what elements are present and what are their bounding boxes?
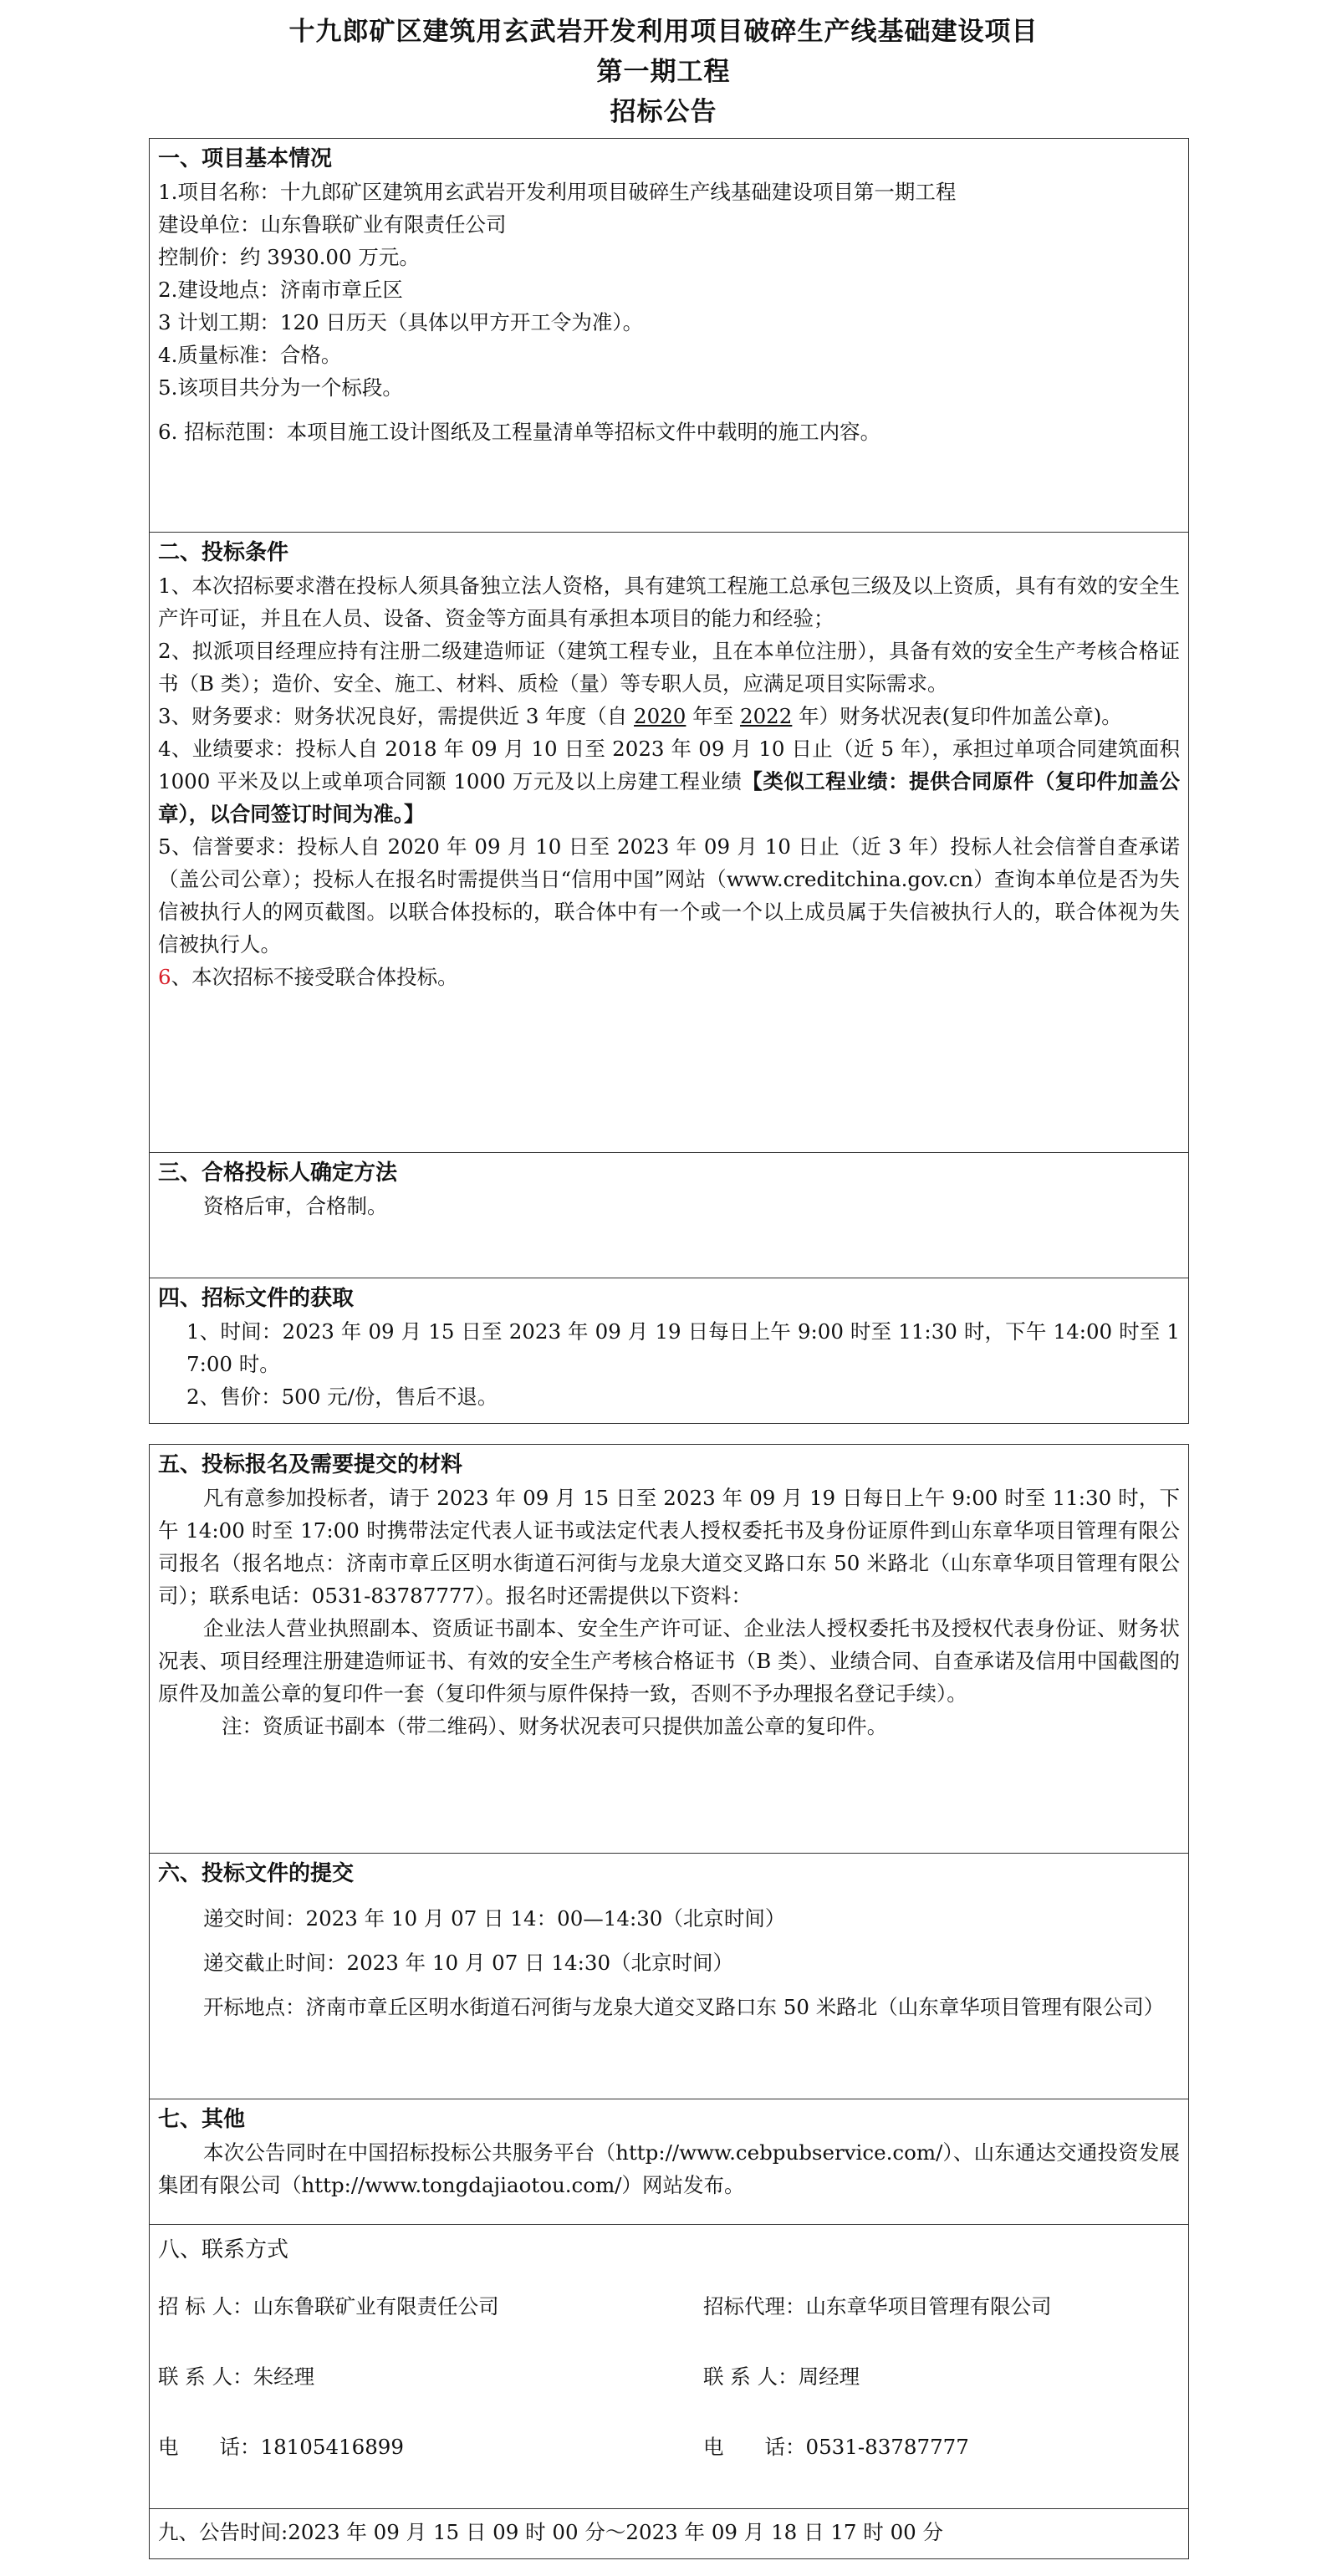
contact-row-organizations	[158, 2290, 1180, 2324]
tenderer-contact: 联 系 人：朱经理	[158, 2364, 315, 2389]
condition-financial: 3、财务要求：财务状况良好，需提供近 3 年度（自 2020 年至 2022 年）财务状况表(复印件加盖公章)。	[158, 704, 1122, 728]
section-heading: 二、投标条件	[158, 540, 289, 565]
document-price: 2、售价：500 元/份，售后不退。	[186, 1385, 498, 1409]
registration-note: 注：资质证书副本（带二维码）、财务状况表可只提供加盖公章的复印件。	[222, 1714, 888, 1738]
section-heading: 四、招标文件的获取	[158, 1286, 355, 1311]
lots: 5.该项目共分为一个标段。	[158, 375, 403, 400]
condition-consortium: 6、本次招标不接受联合体投标。	[158, 965, 458, 989]
section-contact	[150, 2224, 1188, 2508]
section-heading: 八、联系方式	[158, 2237, 289, 2262]
section-heading: 六、投标文件的提交	[158, 1861, 355, 1886]
agent-phone: 电 话：0531-83787777	[703, 2435, 969, 2459]
announcement-period: 九、公告时间:2023 年 09 月 15 日 09 时 00 分～2023 年 09 月 18 日 17 时 00 分	[158, 2520, 944, 2544]
tenderer-phone: 电 话：18105416899	[158, 2435, 404, 2459]
registration-materials: 企业法人营业执照副本、资质证书副本、安全生产许可证、企业法人授权委托书及授权代表身份证、财务状况表、项目经理注册建造师证书、有效的安全生产考核合格证书（B 类）、业绩合同、自查承诺及信用中国截图的原件及加盖公章的复印件一套（复印件须与原件保持一致，否则不予办理报名登记手续）。	[158, 1616, 1180, 1706]
document-title	[0, 12, 1327, 132]
construction-place: 2.建设地点：济南市章丘区	[158, 278, 403, 302]
section-heading: 五、投标报名及需要提交的材料	[158, 1452, 463, 1477]
title-line-1: 十九郎矿区建筑用玄武岩开发利用项目破碎生产线基础建设项目	[288, 17, 1039, 47]
tender-agent: 招标代理：山东章华项目管理有限公司	[703, 2294, 1052, 2318]
tender-scope: 6. 招标范围：本项目施工设计图纸及工程量清单等招标文件中载明的施工内容。	[158, 420, 881, 444]
section-qualified-bidder	[150, 1152, 1188, 1278]
condition-project-manager: 2、拟派项目经理应持有注册二级建造师证（建筑工程专业，且在本单位注册），具备有效的安全生产考核合格证书（B 类）；造价、安全、施工、材料、质检（量）等专职人员，应满足项目实际需求。	[158, 639, 1180, 696]
section-document-acquisition	[150, 1278, 1188, 1423]
control-price: 控制价：约 3930.00 万元。	[158, 245, 420, 269]
construction-period: 3 计划工期：120 日历天（具体以甲方开工令为准）。	[158, 310, 644, 334]
announcement-box-lower	[149, 1444, 1189, 2559]
project-name: 1.项目名称：十九郎矿区建筑用玄武岩开发利用项目破碎生产线基础建设项目第一期工程	[158, 180, 957, 204]
submission-time: 递交时间：2023 年 10 月 07 日 14：00—14:30（北京时间）	[203, 1906, 786, 1931]
bid-opening-location: 开标地点：济南市章丘区明水街道石河街与龙泉大道交叉路口东 50 米路北（山东章华项目管理有限公司）	[203, 1995, 1165, 2019]
tenderer: 招 标 人：山东鲁联矿业有限责任公司	[158, 2294, 499, 2318]
condition-credit: 5、信誉要求：投标人自 2020 年 09 月 10 日至 2023 年 09 月 10 日止（近 3 年）投标人社会信誉自查承诺（盖公司公章）；投标人在报名时需提供当日“信用中国”网站（www.creditchina.gov.cn）查询本单位是否为失信被执行人的网页截图。以联合体投标的，联合体中有一个或一个以上成员属于失信被执行人的，联合体视为失信被执行人。	[158, 834, 1180, 956]
announcement-box-upper	[149, 138, 1189, 1424]
publication-notice: 本次公告同时在中国招标投标公共服务平台（http://www.cebpubservice.com/）、山东通达交通投资发展集团有限公司（http://www.tongdajiaotou.com/）网站发布。	[158, 2140, 1180, 2197]
agent-contact: 联 系 人：周经理	[703, 2364, 860, 2389]
section-bid-submission	[150, 1853, 1188, 2099]
contact-row-persons	[158, 2360, 1180, 2394]
section-project-info	[150, 139, 1188, 532]
title-line-2: 第一期工程	[596, 57, 731, 87]
section-heading: 七、其他	[158, 2107, 246, 2132]
section-bid-conditions	[150, 532, 1188, 1152]
submission-deadline: 递交截止时间：2023 年 10 月 07 日 14:30（北京时间）	[203, 1951, 734, 1975]
condition-performance: 4、业绩要求：投标人自 2018 年 09 月 10 日至 2023 年 09 月 10 日止（近 5 年），承担过单项合同建筑面积 1000 平米及以上或单项合同额 1000 万元及以上房建工程业绩【类似工程业绩：提供合同原件（复印件加盖公章），以合同签订时间为准。】	[158, 737, 1181, 826]
section-registration	[150, 1445, 1188, 1853]
section-heading: 一、项目基本情况	[158, 146, 333, 171]
condition-qualification: 1、本次招标要求潜在投标人须具备独立法人资格，具有建筑工程施工总承包三级及以上资质，具有有效的安全生产许可证，并且在人员、设备、资金等方面具有承担本项目的能力和经验；	[158, 574, 1180, 630]
qualification-method: 资格后审，合格制。	[203, 1194, 388, 1218]
section-other	[150, 2099, 1188, 2224]
registration-instructions: 凡有意参加投标者，请于 2023 年 09 月 15 日至 2023 年 09 月 19 日每日上午 9:00 时至 11:30 时，下午 14:00 时至 17:00 时携带法定代表人证书或法定代表人授权委托书及身份证原件到山东章华项目管理有限公司报名（报名地点：济南市章丘区明水街道石河街与龙泉大道交叉路口东 50 米路北（山东章华项目管理有限公司）；联系电话：0531-83787777）。报名时还需提供以下资料：	[158, 1486, 1180, 1608]
title-line-3: 招标公告	[610, 97, 717, 127]
construction-unit: 建设单位：山东鲁联矿业有限责任公司	[158, 212, 507, 237]
contact-row-phones	[158, 2431, 1180, 2464]
acquisition-time: 1、时间：2023 年 09 月 15 日至 2023 年 09 月 19 日每日上午 9:00 时至 11:30 时，下午 14:00 时至 17:00 时。	[186, 1319, 1180, 1376]
section-announcement-period	[150, 2508, 1188, 2558]
section-heading: 三、合格投标人确定方法	[158, 1160, 398, 1186]
quality-standard: 4.质量标准：合格。	[158, 343, 342, 367]
